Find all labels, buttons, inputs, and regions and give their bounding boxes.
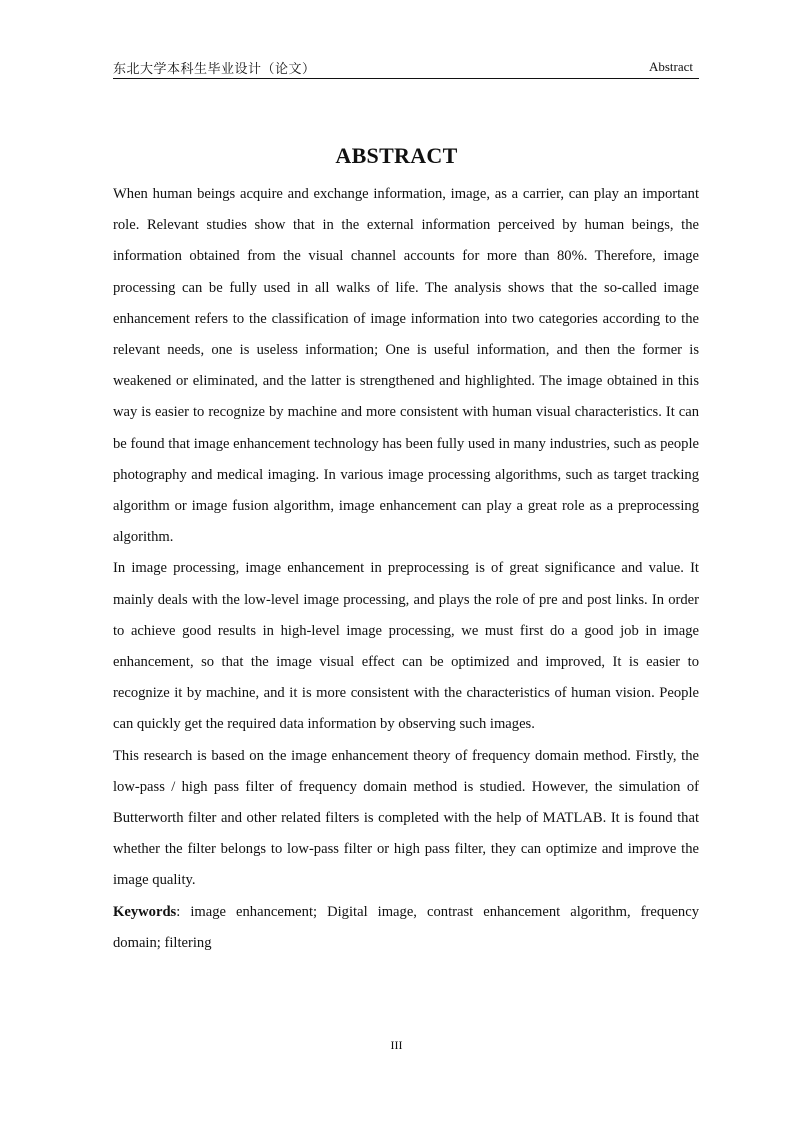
abstract-paragraph-2: In image processing, image enhancement in preprocessing is of great significance and value. It mainly deals with the low-level image processing, and plays the role of pre and post links. In order to achieve good results in high-level image processing, we must first do a good job in image enhancement, so that the image visual effect can be optimized and improved, It is easier to recognize it by machine, and it is more consistent with the characteristics of human vision. People can quickly get the required data information by observing such images. — [113, 560, 699, 733]
keywords-label: Keywords — [113, 903, 177, 920]
page-number: III — [390, 1038, 403, 1052]
abstract-paragraph-1: When human beings acquire and exchange information, image, as a carrier, can play an important role. Relevant studies show that in the external information perceived by human beings, the information obtained from the visual channel accounts for more than 80%. Therefore, image processing can be fully used in all walks of life. The analysis shows that the so-called image enhancement refers to the classification of image information into two categories according to the relevant needs, one is useless information; One is useful information, and then the former is weakened or eliminated, and the latter is strengthened and highlighted. The image obtained in this way is easier to recognize by machine and more consistent with human visual characteristics. It can be found that image enhancement technology has been fully used in many industries, such as people photography and medical imaging. In various image processing algorithms, such as target tracking algorithm or image fusion algorithm, image enhancement can play a great role as a preprocessing algorithm. — [113, 186, 699, 546]
header-thesis-title: 东北大学本科生毕业设计（论文） — [113, 62, 316, 77]
page-title: ABSTRACT — [335, 143, 458, 168]
header-section-title: Abstract — [648, 59, 693, 74]
page-header — [113, 56, 699, 79]
abstract-body — [113, 179, 699, 959]
abstract-paragraph-3: This research is based on the image enhancement theory of frequency domain method. Firstly, the low-pass / high pass filter of frequency domain method is studied. However, the simulation of Butterworth filter and other related filters is completed with the help of MATLAB. It is found that whether the filter belongs to low-pass filter or high pass filter, they can optimize and improve the image quality. — [113, 747, 699, 889]
keywords-line — [113, 897, 699, 959]
keywords-text: : image enhancement; Digital image, contrast enhancement algorithm, frequency domain; filtering — [113, 903, 699, 951]
